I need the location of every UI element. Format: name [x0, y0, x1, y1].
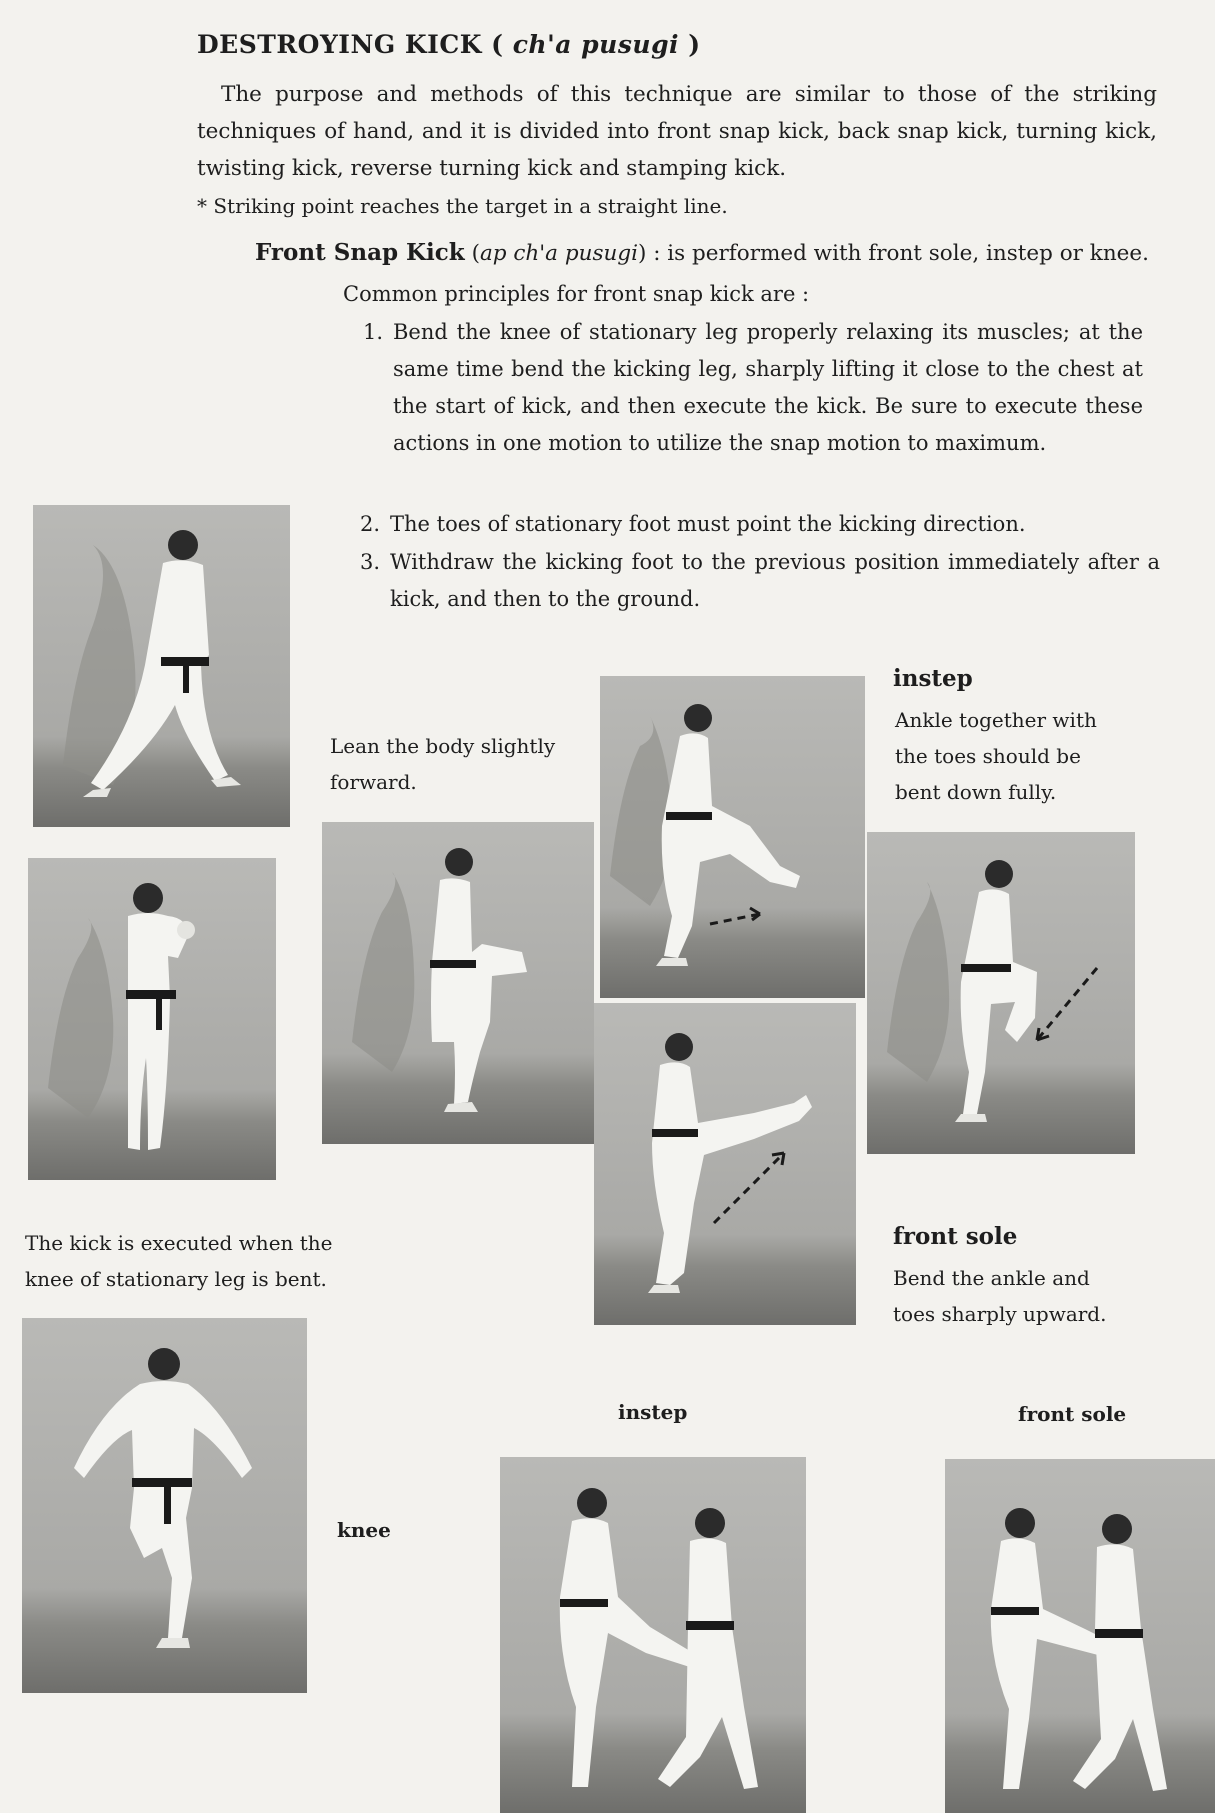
photo-instep-kick-retract — [867, 832, 1135, 1154]
caption-kick-executed: The kick is executed when the knee of stationary leg is bent. — [25, 1231, 333, 1291]
principle-text: Bend the knee of stationary leg properly relaxing its muscles; at the same time bend the kicking leg, sharply lifting it close to the chest at the start of kick, and then execute the kick. Be sure to execute these actions in one motion to utilize the snap motion to maximum. — [393, 320, 1143, 455]
front-snap-kick-name: Front Snap Kick — [255, 239, 465, 266]
photo-knee-kick — [22, 1318, 307, 1693]
caption-lean-forward: Lean the body slightly forward. — [330, 734, 556, 794]
photo-knee-raise — [322, 822, 594, 1144]
photo-instep-partner — [500, 1457, 806, 1813]
caption-front-sole-title: front sole — [893, 1223, 1018, 1250]
section-title-korean: ch'a pusugi — [512, 30, 680, 59]
photo-ready-stance — [33, 505, 290, 827]
front-snap-kick-heading: Front Snap Kick (ap ch'a pusugi) : is performed with front sole, instep or knee. — [255, 239, 1149, 266]
front-snap-kick-definition: : is performed with front sole, instep or knee. — [653, 241, 1149, 266]
footnote: * Striking point reaches the target in a straight line. — [197, 194, 728, 218]
photo-instep-kick-start — [600, 676, 865, 998]
label-instep: instep — [618, 1400, 688, 1424]
principle-item — [360, 506, 1160, 546]
principle-number: 3. — [360, 550, 381, 574]
photo-front-sole-kick — [594, 1003, 856, 1325]
section-title-text: DESTROYING KICK — [197, 30, 482, 59]
principle-text: The toes of stationary foot must point the kicking direction. — [390, 512, 1026, 536]
photo-front-stance — [28, 858, 276, 1180]
caption-instep-text: Ankle together with the toes should be bent down fully. — [895, 708, 1097, 804]
section-title: DESTROYING KICK ( ch'a pusugi ) — [197, 30, 701, 59]
caption-front-sole-text: Bend the ankle and toes sharply upward. — [893, 1266, 1107, 1326]
principle-number: 1. — [363, 320, 384, 344]
intro-paragraph: The purpose and methods of this technique are similar to those of the striking techniques of hand, and it is divided into front snap kick, back snap kick, turning kick, twisting kick, reverse turning kick and stamping kick. — [197, 82, 1157, 181]
principle-text: Withdraw the kicking foot to the previous position immediately after a kick, and then to the ground. — [390, 550, 1160, 611]
principles-intro: Common principles for front snap kick are : — [343, 282, 810, 306]
principle-item — [360, 544, 1160, 624]
photo-front-sole-partner — [945, 1459, 1215, 1813]
principle-number: 2. — [360, 512, 381, 536]
label-front-sole: front sole — [1018, 1402, 1127, 1426]
principle-item — [363, 314, 1143, 499]
caption-instep-title: instep — [893, 665, 973, 692]
front-snap-kick-korean: ap ch'a pusugi — [479, 241, 638, 266]
label-knee: knee — [337, 1518, 391, 1542]
